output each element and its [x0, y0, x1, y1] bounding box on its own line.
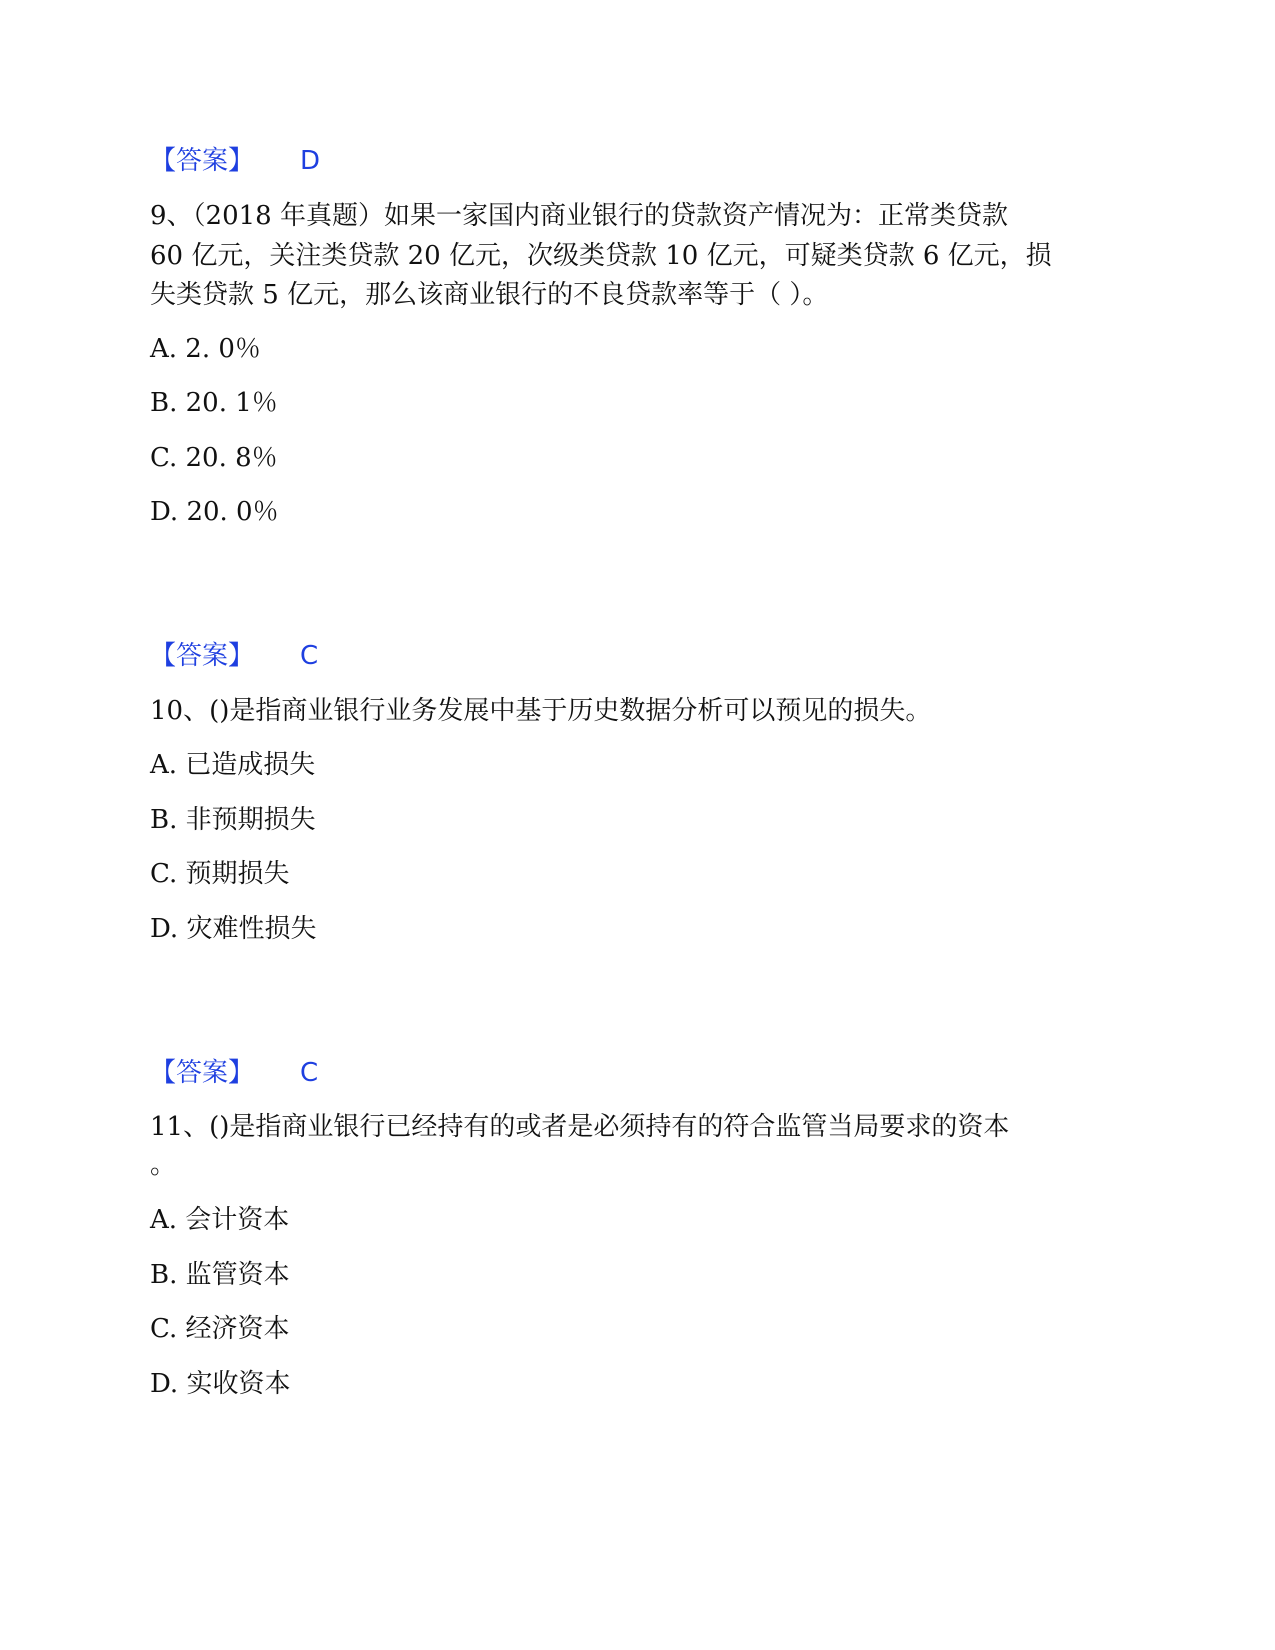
answer-value: C [300, 641, 319, 671]
question-9-line-1: 9、（2018 年真题）如果一家国内商业银行的贷款资产情况为：正常类贷款 [150, 201, 1008, 231]
question-10-option-d: D. 灾难性损失 [150, 914, 317, 944]
question-10-option-a: A. 已造成损失 [150, 750, 316, 780]
answer-value: D [300, 146, 321, 176]
question-11-line-1: 11、()是指商业银行已经持有的或者是必须持有的符合监管当局要求的资本 [150, 1112, 1010, 1142]
question-10-option-c: C. 预期损失 [150, 859, 290, 889]
answer-label: 【答案】 [150, 1058, 255, 1088]
question-11-option-d: D. 实收资本 [150, 1369, 291, 1399]
question-9-option-a: A. 2. 0％ [150, 334, 261, 364]
answer-line [150, 636, 318, 676]
answer-line [150, 141, 320, 181]
question-10-option-b: B. 非预期损失 [150, 805, 316, 835]
answer-label: 【答案】 [150, 641, 255, 671]
question-9-line-2: 60 亿元，关注类贷款 20 亿元，次级类贷款 10 亿元，可疑类贷款 6 亿元，损 [150, 241, 1052, 271]
question-9-option-d: D. 20. 0％ [150, 497, 279, 527]
question-9-option-c: C. 20. 8％ [150, 443, 278, 473]
question-11-line-2: 。 [150, 1150, 177, 1180]
answer-label: 【答案】 [150, 146, 255, 176]
question-10-line-1: 10、()是指商业银行业务发展中基于历史数据分析可以预见的损失。 [150, 696, 932, 726]
question-11-option-c: C. 经济资本 [150, 1314, 290, 1344]
question-9-line-3: 失类贷款 5 亿元，那么该商业银行的不良贷款率等于（ ）。 [150, 280, 829, 310]
question-11-option-a: A. 会计资本 [150, 1205, 290, 1235]
question-11-option-b: B. 监管资本 [150, 1260, 290, 1290]
question-9-option-b: B. 20. 1％ [150, 388, 278, 418]
answer-line [150, 1053, 318, 1093]
answer-value: C [300, 1058, 319, 1088]
